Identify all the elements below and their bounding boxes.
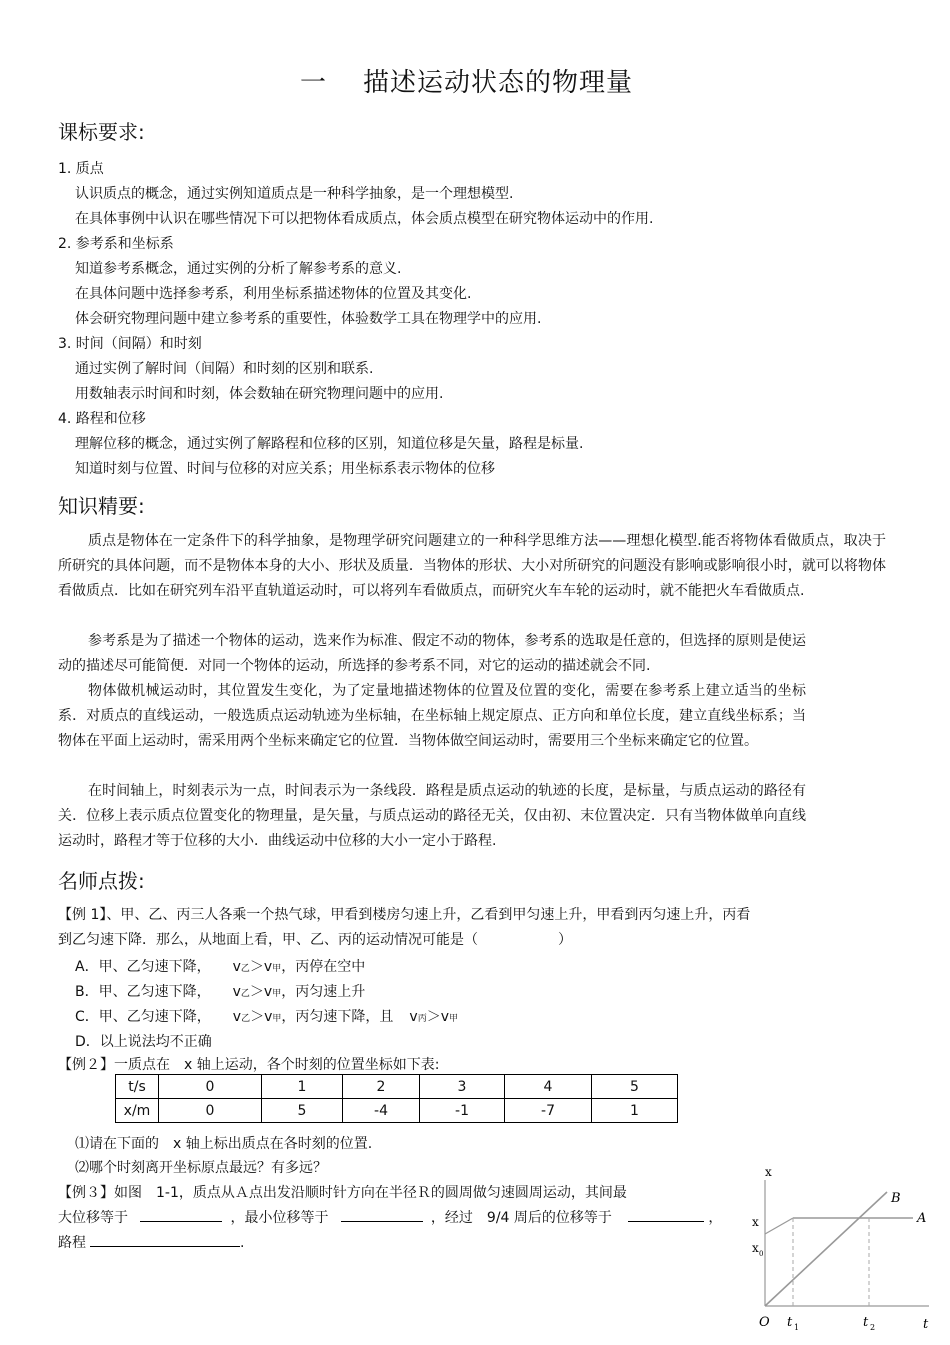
req-item-line: 用数轴表示时间和时刻，体会数轴在研究物理问题中的应用. <box>75 386 444 402</box>
example1-line: 【例 1】、甲、乙、丙三人各乘一个热气球，甲看到楼房匀速上升，乙看到甲匀速上升，甲看到丙匀速上升，丙看 <box>58 907 751 923</box>
req-item-line: 知道时刻与位置、时间与位移的对应关系；用坐标系表示物体的位移 <box>75 461 495 477</box>
table-cell: -1 <box>420 1099 505 1123</box>
table-cell: 2 <box>343 1075 420 1099</box>
example2-question-1: ⑴请在下面的 x 轴上标出质点在各时刻的位置. <box>75 1136 373 1152</box>
example2-intro: 【例２】一质点在 x 轴上运动，各个时刻的位置坐标如下表: <box>58 1057 440 1073</box>
knowledge-paragraph: 在时间轴上，时刻表示为一点，时间表示为一条线段．路程是质点运动的轨迹的长度，是标量，与质点运动的路径有关．位移上表示质点位置变化的物理量，是矢量，与质点运动的路径无关，仅由初、末位置决定．只有当物体做单向直线运动时，路程才等于位移的大小．曲线运动中位移的大小一定小于路程. <box>58 783 806 849</box>
origin-label: O <box>759 1315 770 1330</box>
tick-label-x0: x <box>752 1241 759 1255</box>
page-title <box>300 62 633 99</box>
answer-blank-min-displacement[interactable] <box>341 1207 423 1222</box>
requirements-heading: 课标要求: <box>58 120 145 144</box>
title-text: 描述运动状态的物理量 <box>363 68 634 98</box>
table-row <box>116 1099 678 1123</box>
req-item-label: 4. 路程和位移 <box>58 411 146 427</box>
table-row <box>116 1075 678 1099</box>
position-table <box>115 1074 678 1123</box>
table-cell: 4 <box>505 1075 592 1099</box>
tips-heading: 名师点拨: <box>58 869 145 893</box>
table-cell: -4 <box>343 1099 420 1123</box>
req-item-line: 认识质点的概念，通过实例知道质点是一种科学抽象，是一个理想模型. <box>75 186 514 202</box>
example3-line2: 大位移等于 ，最小位移等于 ，经过 9/4 周后的位移等于 ， <box>58 1207 722 1227</box>
tick-label-t2-sub: 2 <box>870 1323 876 1332</box>
knowledge-paragraph: 参考系是为了描述一个物体的运动，选来作为标准、假定不动的物体，参考系的选取是任意的，但选择的原则是使运动的描述尽可能简便．对同一个物体的运动，所选择的参考系不同，对它的运动的描述就会不同. <box>58 633 806 674</box>
req-item-line: 知道参考系概念，通过实例的分析了解参考系的意义. <box>75 261 402 277</box>
axis-label-x: x <box>765 1165 772 1179</box>
knowledge-heading: 知识精要: <box>58 494 145 518</box>
req-item-line: 在具体问题中选择参考系，利用坐标系描述物体的位置及其变化. <box>75 286 472 302</box>
label-a: A <box>917 1211 927 1226</box>
knowledge-paragraph: 质点是物体在一定条件下的科学抽象，是物理学研究问题建立的一种科学思维方法——理想化模型.能否将物体看做质点，取决于所研究的具体问题，而不是物体本身的大小、形状及质量．当物体的形状、大小对所研究的问题没有影响或影响很小时，就可以将物体看做质点．比如在研究列车沿平直轨道运动时，可以将列车看做质点，而研究火车车轮的运动时，就不能把火车看做质点. <box>58 533 886 599</box>
label-b: B <box>891 1191 901 1206</box>
axis-label-t: t <box>923 1317 929 1332</box>
example1-paren: ） <box>558 932 572 948</box>
table-cell: x/m <box>116 1099 159 1123</box>
example2-question-2: ⑵哪个时刻离开坐标原点最远？有多远？ <box>75 1160 327 1176</box>
tick-label-t1: t <box>787 1315 793 1330</box>
title-number: 一 <box>300 68 328 98</box>
table-cell: -7 <box>505 1099 592 1123</box>
example1-option-c: C．甲、乙匀速下降， v乙＞v甲，丙匀速下降，且 v丙＞v甲 <box>75 1009 459 1025</box>
knowledge-paragraph: 物体做机械运动时，其位置发生变化，为了定量地描述物体的位置及位置的变化，需要在参考系上建立适当的坐标系．对质点的直线运动，一般选质点运动轨迹为坐标轴，在坐标轴上规定原点、正方向和单位长度，建立直线坐标系；当物体在平面上运动时，需采用两个坐标来确定它的位置．当物体做空间运动时，需要用三个坐标来确定它的位置。 <box>58 683 806 749</box>
table-cell: t/s <box>116 1075 159 1099</box>
example1-line <box>58 929 572 949</box>
example3-line3: 路程 . <box>58 1232 244 1252</box>
tick-label-t2: t <box>863 1315 869 1330</box>
req-item-line: 在具体事例中认识在哪些情况下可以把物体看成质点，体会质点模型在研究物体运动中的作用. <box>75 211 654 227</box>
table-cell: 3 <box>420 1075 505 1099</box>
example1-option-d: D．以上说法均不正确 <box>75 1034 212 1050</box>
req-item-label: 3. 时间（间隔）和时刻 <box>58 336 202 352</box>
answer-blank-max-displacement[interactable] <box>140 1207 222 1222</box>
tick-label-x0-sub: 0 <box>759 1250 764 1258</box>
answer-blank-path-length[interactable] <box>90 1232 240 1247</box>
xt-graph <box>745 1160 935 1335</box>
table-cell: 5 <box>262 1099 343 1123</box>
tick-label-t1-sub: 1 <box>794 1323 800 1332</box>
table-cell: 0 <box>159 1075 262 1099</box>
tick-label-x: x <box>752 1215 759 1229</box>
req-item-line: 通过实例了解时间（间隔）和时刻的区别和联系. <box>75 361 374 377</box>
example3-line1: 【例３】如图 1-1，质点从Ａ点出发沿顺时针方向在半径Ｒ的圆周做匀速圆周运动，其间最 <box>58 1185 627 1201</box>
req-item-line: 理解位移的概念，通过实例了解路程和位移的区别，知道位移是矢量，路程是标量. <box>75 436 584 452</box>
table-cell: 0 <box>159 1099 262 1123</box>
answer-blank-displacement-9-4[interactable] <box>628 1207 704 1222</box>
req-item-label: 1. 质点 <box>58 161 104 177</box>
example1-option-b: B．甲、乙匀速下降， v乙＞v甲，丙匀速上升 <box>75 984 366 1000</box>
example1-option-a: A．甲、乙匀速下降， v乙＞v甲，丙停在空中 <box>75 959 366 975</box>
req-item-label: 2. 参考系和坐标系 <box>58 236 174 252</box>
table-cell: 1 <box>592 1099 678 1123</box>
line-a-rise <box>765 1218 793 1234</box>
req-item-line: 体会研究物理问题中建立参考系的重要性，体验数学工具在物理学中的应用. <box>75 311 542 327</box>
table-cell: 5 <box>592 1075 678 1099</box>
example1-question: 到乙匀速下降．那么，从地面上看，甲、乙、丙的运动情况可能是（ <box>58 932 478 948</box>
table-cell: 1 <box>262 1075 343 1099</box>
